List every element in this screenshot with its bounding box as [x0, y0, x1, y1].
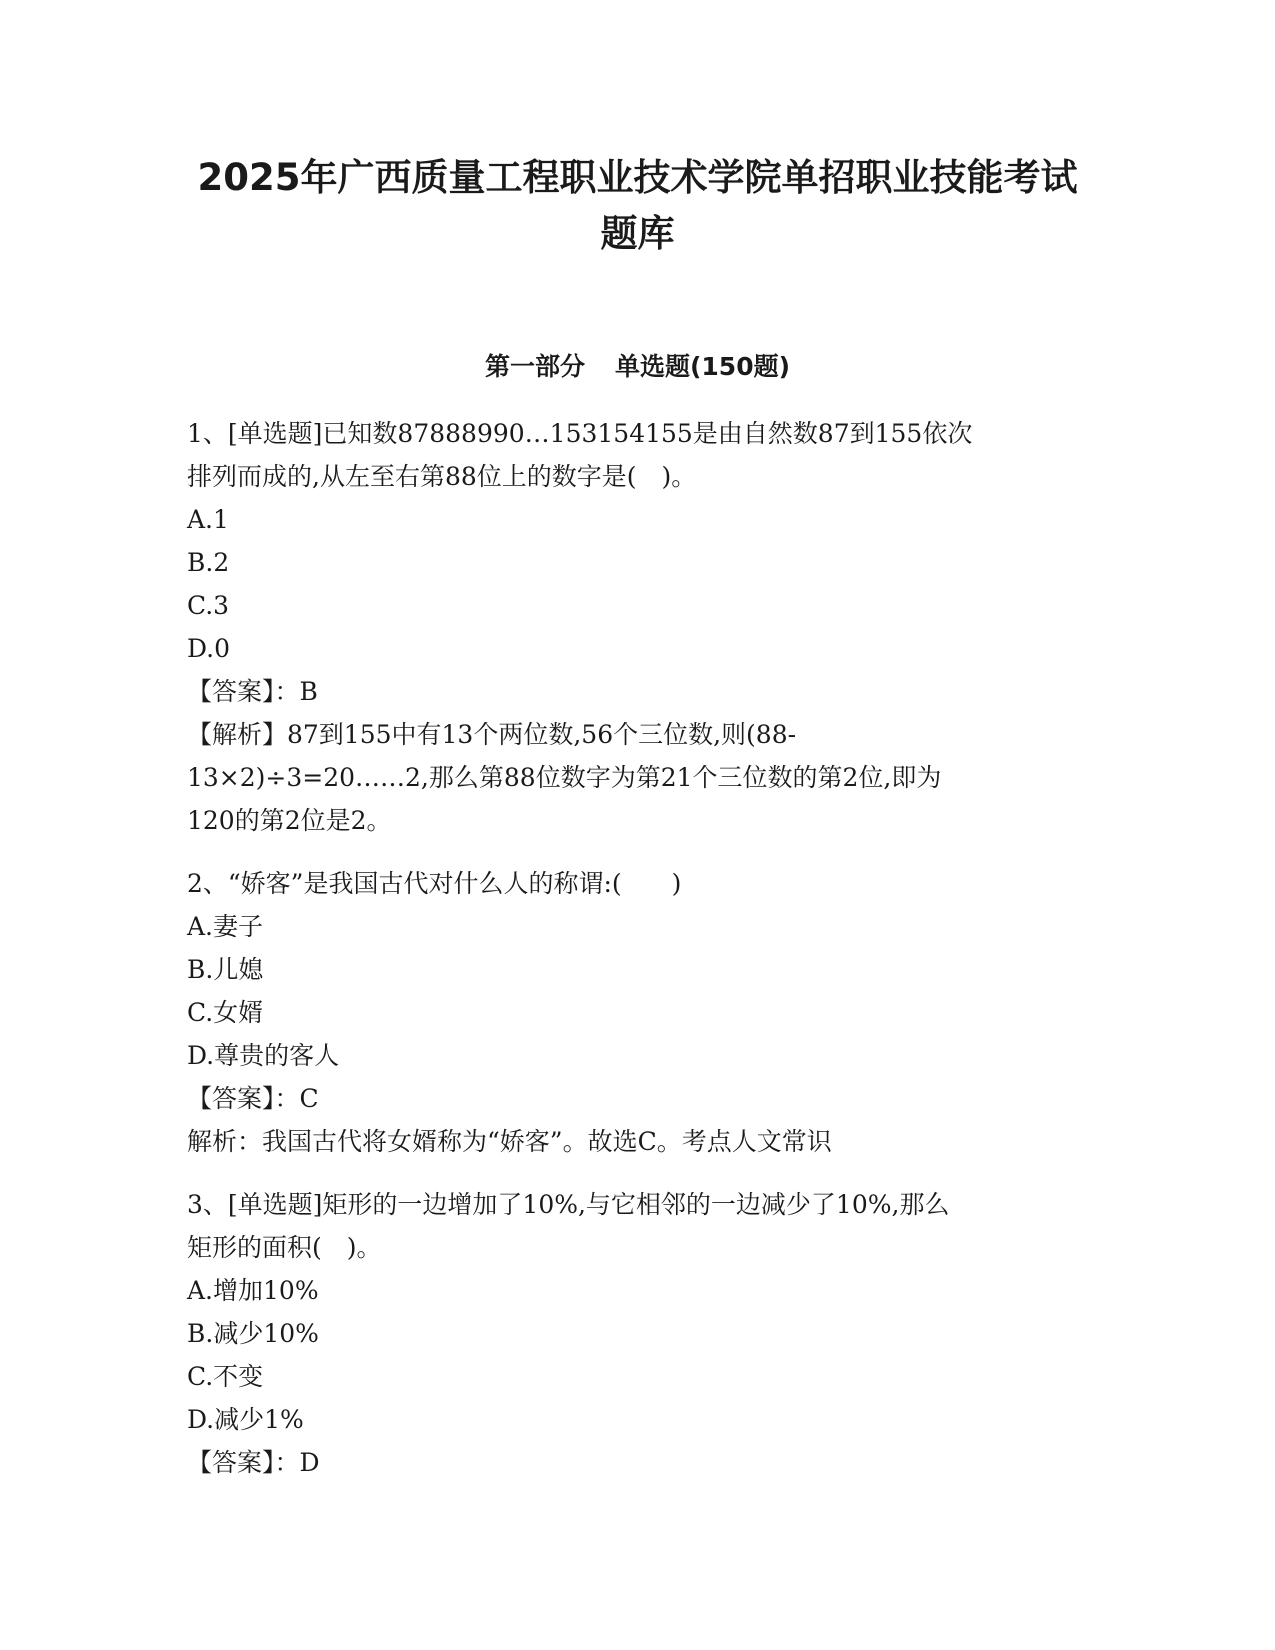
- answer-line: 【答案】：B: [187, 677, 318, 706]
- answer-line: 【答案】：C: [187, 1084, 319, 1113]
- option-c: C.3: [187, 591, 230, 620]
- question-2: [187, 862, 1087, 1163]
- question-stem-line: 3、[单选题]矩形的一边增加了10%,与它相邻的一边减少了10%,那么: [187, 1190, 950, 1219]
- option-d: D.尊贵的客人: [187, 1041, 340, 1070]
- question-stem-line: 2、“娇客”是我国古代对什么人的称谓:( ): [187, 869, 682, 898]
- analysis-line: 解析：我国古代将女婿称为“娇客”。故选C。考点人文常识: [187, 1127, 832, 1156]
- option-b: B.2: [187, 548, 230, 577]
- question-3: [187, 1183, 1087, 1484]
- question-spacer: [187, 1163, 1087, 1183]
- option-c: C.不变: [187, 1362, 264, 1391]
- option-a: A.增加10%: [187, 1276, 319, 1305]
- document-title: [0, 150, 1275, 262]
- option-b: B.减少10%: [187, 1319, 319, 1348]
- section-part: 第一部分: [484, 352, 585, 381]
- section-heading: [0, 350, 1275, 384]
- analysis-line: 120的第2位是2。: [187, 806, 392, 835]
- question-list: [187, 412, 1087, 1484]
- question-1: [187, 412, 1087, 842]
- analysis-line: 【解析】87到155中有13个两位数,56个三位数,则(88-: [187, 720, 797, 749]
- option-d: D.减少1%: [187, 1405, 304, 1434]
- question-stem-line: 排列而成的,从左至右第88位上的数字是( )。: [187, 462, 697, 491]
- question-stem-line: 1、[单选题]已知数87888990…153154155是由自然数87到155依次: [187, 419, 973, 448]
- option-c: C.女婿: [187, 998, 264, 1027]
- title-line-2: 题库: [600, 212, 675, 255]
- answer-line: 【答案】：D: [187, 1448, 320, 1477]
- option-b: B.儿媳: [187, 955, 264, 984]
- title-line-1: 2025年广西质量工程职业技术学院单招职业技能考试: [197, 156, 1078, 199]
- option-d: D.0: [187, 634, 231, 663]
- analysis-line: 13×2)÷3=20……2,那么第88位数字为第21个三位数的第2位,即为: [187, 763, 942, 792]
- option-a: A.1: [187, 505, 229, 534]
- section-name: 单选题(150题): [614, 352, 791, 381]
- option-a: A.妻子: [187, 912, 264, 941]
- question-stem-line: 矩形的面积( )。: [187, 1233, 382, 1262]
- question-spacer: [187, 842, 1087, 862]
